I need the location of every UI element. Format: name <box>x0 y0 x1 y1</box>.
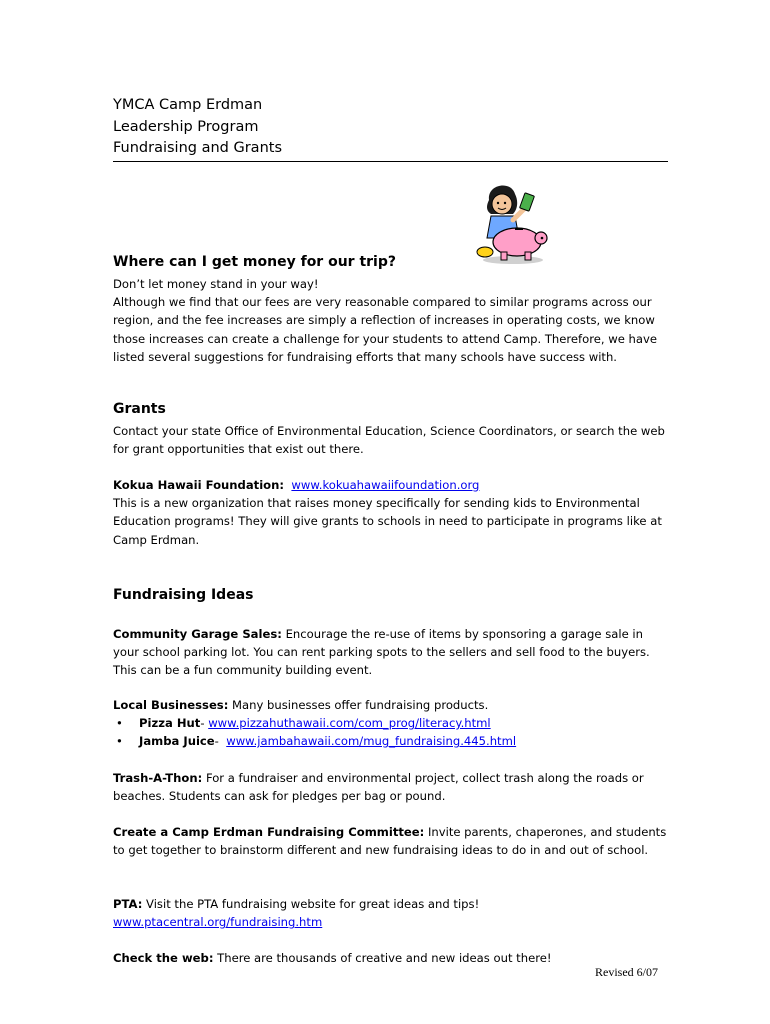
business-separator: - <box>214 734 227 749</box>
committee-item <box>113 823 668 859</box>
business-list <box>113 714 668 750</box>
money-section <box>113 275 668 366</box>
list-item <box>113 714 668 732</box>
bullet-icon: • <box>116 734 123 749</box>
header-program: Leadership Program <box>113 118 259 135</box>
local-label: Local Businesses: <box>113 698 229 712</box>
jamba-juice-link[interactable]: www.jambahawaii.com/mug_fundraising.445.html <box>226 734 517 749</box>
header-title: Fundraising and Grants <box>113 140 282 156</box>
web-body: There are thousands of creative and new ideas out there! <box>217 951 552 965</box>
web-label: Check the web: <box>113 951 214 965</box>
pta-link[interactable]: www.ptacentral.org/fundraising.htm <box>113 915 323 930</box>
piggy-bank-girl-illustration <box>467 180 555 268</box>
grants-heading: Grants <box>113 401 166 417</box>
kokua-body: This is a new organization that raises money specifically for sending kids to Environmental Education programs! They will give grants to schools in need to participate in programs like at Camp Erdman. <box>113 496 662 547</box>
pizza-hut-link[interactable]: www.pizzahuthawaii.com/com_prog/literacy.html <box>208 716 491 731</box>
local-body: Many businesses offer fundraising products. <box>232 698 489 712</box>
money-body: Although we find that our fees are very reasonable compared to similar programs across our region, and the fee increases are simply a reflection of increases in operating costs, we know those increases can create a challenge for your students to attend Camp. Therefore, we have listed several suggestions for fundraising efforts that many schools have success with. <box>113 295 657 364</box>
ideas-heading: Fundraising Ideas <box>113 587 254 603</box>
money-heading: Where can I get money for our trip? <box>113 254 396 270</box>
garage-label: Community Garage Sales: <box>113 627 282 641</box>
committee-label: Create a Camp Erdman Fundraising Committee: <box>113 825 425 839</box>
kokua-section <box>113 476 668 549</box>
money-intro: Don’t let money stand in your way! <box>113 277 319 291</box>
check-web-item <box>113 949 668 967</box>
header-divider <box>113 161 668 162</box>
business-name: Pizza Hut <box>139 716 201 731</box>
list-item <box>113 732 668 750</box>
grants-body: Contact your state Office of Environmental Education, Science Coordinators, or search the web for grant opportunities that exist out there. <box>113 424 665 457</box>
local-business-item <box>113 696 668 751</box>
bullet-icon: • <box>116 716 123 731</box>
trash-a-thon-item <box>113 769 668 805</box>
business-separator: - <box>200 716 209 731</box>
business-name: Jamba Juice <box>139 734 215 749</box>
garage-body: Encourage the re-use of items by sponsoring a garage sale in your school parking lot. You can rent parking spots to the sellers and sell food to the buyers. This can be a fun community building event. <box>113 627 650 678</box>
header-org: YMCA Camp Erdman <box>113 97 263 113</box>
trash-body: For a fundraiser and environmental project, collect trash along the roads or beaches. Students can ask for pledges per bag or pound. <box>113 771 644 804</box>
kokua-link[interactable]: www.kokuahawaiifoundation.org <box>291 478 480 492</box>
committee-body: Invite parents, chaperones, and students to get together to brainstorm different and new fundraising ideas to do in and out of school. <box>113 825 667 858</box>
pta-item <box>113 895 668 931</box>
pta-body: Visit the PTA fundraising website for great ideas and tips! <box>146 897 480 911</box>
document-header <box>113 95 282 160</box>
trash-label: Trash-A-Thon: <box>113 771 203 785</box>
pta-label: PTA: <box>113 897 143 911</box>
kokua-label: Kokua Hawaii Foundation: <box>113 478 285 492</box>
revision-note: Revised 6/07 <box>595 965 658 979</box>
garage-sale-item <box>113 625 668 680</box>
